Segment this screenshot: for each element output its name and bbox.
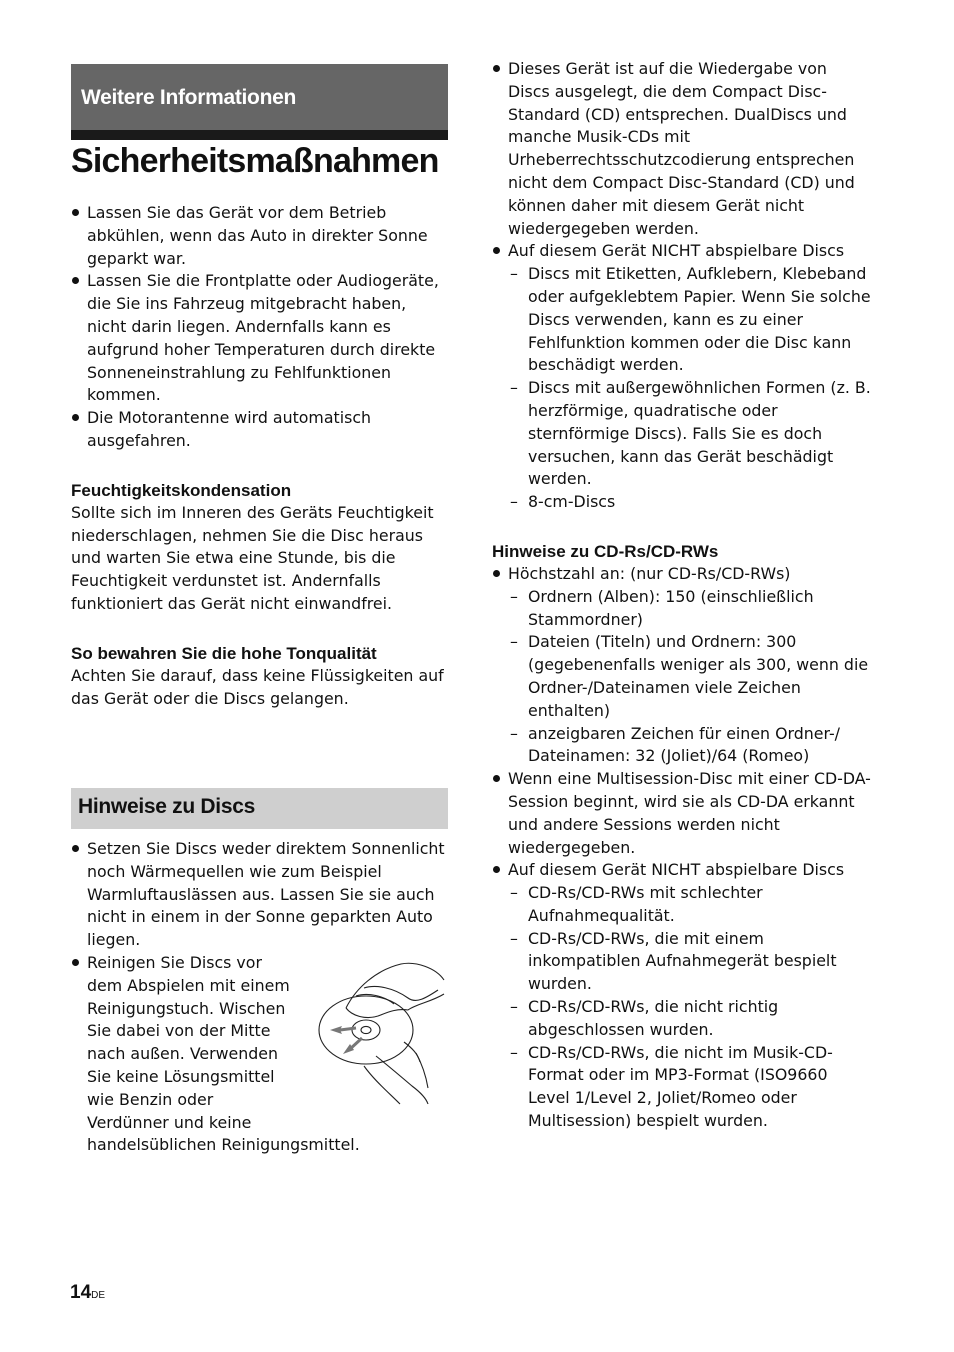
sub-list-item: – CD-Rs/CD-RWs, die nicht richtig abgeschlossen wurden. bbox=[508, 996, 872, 1042]
page-number bbox=[70, 1282, 105, 1304]
condensation-heading: Feuchtigkeitskondensation bbox=[71, 480, 292, 500]
page-title: Sicherheitsmaßnahmen bbox=[71, 142, 439, 180]
sub-list-item: – Discs mit Etiketten, Aufklebern, Klebeband oder aufgeklebtem Papier. Wenn Sie solche Discs verwenden, kann es zu einer Fehlfunktion kommen oder die Disc kann beschädigt werden. bbox=[508, 263, 872, 377]
cleaning-line: handelsüblichen Reinigungsmittel. bbox=[87, 1135, 360, 1155]
condensation-text: Sollte sich im Inneren des Geräts Feuchtigkeit niederschlagen, nehmen Sie die Disc heraus und warten Sie etwa eine Stunde, bis die Feuchtigkeit verdunstet ist. Andernfalls funktioniert das Gerät nicht einwandfrei. bbox=[71, 502, 434, 613]
list-item: Die Motorantenne wird automatisch ausgefahren. bbox=[71, 407, 448, 453]
cdr-list bbox=[492, 563, 872, 1133]
sub-list bbox=[508, 263, 872, 514]
quality-text: Achten Sie darauf, dass keine Flüssigkeiten auf das Gerät oder die Discs gelangen. bbox=[71, 665, 444, 708]
cleaning-line: Reinigungstuch. Wischen bbox=[87, 998, 286, 1018]
sub-list-item: – Dateien (Titeln) und Ordnern: 300 (gegebenenfalls weniger als 300, wenn die Ordner-/Dateinamen viele Zeichen enthalten) bbox=[508, 631, 872, 722]
cleaning-line: Reinigen Sie Discs vor bbox=[87, 952, 262, 972]
sub-list bbox=[508, 586, 872, 768]
list-item bbox=[492, 563, 872, 768]
discs-heading: Hinweise zu Discs bbox=[78, 795, 255, 818]
safety-list bbox=[71, 202, 448, 453]
list-item: Wenn eine Multisession-Disc mit einer CD-DA-Session beginnt, wird sie als CD-DA erkannt und andere Sessions werden nicht wiedergegeben. bbox=[492, 768, 872, 859]
disc-compat-list bbox=[492, 58, 872, 514]
page-language: DE bbox=[91, 1290, 106, 1301]
sub-list-item: – Discs mit außergewöhnlichen Formen (z. B. herzförmige, quadratische oder sternförmige Discs). Falls Sie es doch versuchen, kann das Gerät beschädigt werden. bbox=[508, 377, 872, 491]
disc-cleaning-illustration bbox=[316, 958, 448, 1108]
sub-list-item: – CD-Rs/CD-RWs, die nicht im Musik-CD-Format oder im MP3-Format (ISO9660 Level 1/Level 2, Joliet/Romeo oder Multisession) bespielt wurden. bbox=[508, 1042, 872, 1133]
cleaning-line: dem Abspielen mit einem bbox=[87, 975, 290, 995]
quality-heading: So bewahren Sie die hohe Tonqualität bbox=[71, 643, 377, 663]
cdr-heading: Hinweise zu CD-Rs/CD-RWs bbox=[492, 541, 719, 561]
list-item: Lassen Sie das Gerät vor dem Betrieb abkühlen, wenn das Auto in direkter Sonne geparkt war. bbox=[71, 202, 448, 270]
list-item-text: Auf diesem Gerät NICHT abspielbare Discs bbox=[508, 860, 845, 880]
list-item: Dieses Gerät ist auf die Wiedergabe von Discs ausgelegt, die dem Compact Disc-Standard (CD) entsprechen. DualDiscs und manche Musik-CDs mit Urheberrechtsschutzcodierung entsprechen nicht dem Compact Disc-Standard (CD) und können daher mit diesem Gerät nicht wiedergegeben werden. bbox=[492, 58, 872, 240]
discs-heading-bar bbox=[71, 788, 448, 829]
list-item: Lassen Sie die Frontplatte oder Audiogeräte, die Sie ins Fahrzeug mitgebracht haben, nicht darin liegen. Andernfalls kann es aufgrund hoher Temperaturen durch direkte Sonneneinstrahlung zu Fehlfunktionen kommen. bbox=[71, 270, 448, 407]
sub-list-item: – CD-Rs/CD-RWs, die mit einem inkompatiblen Aufnahmegerät bespielt wurden. bbox=[508, 928, 872, 996]
cleaning-line: wie Benzin oder bbox=[87, 1089, 214, 1109]
sub-list-item: – Ordnern (Alben): 150 (einschließlich Stammordner) bbox=[508, 586, 872, 632]
left-column bbox=[71, 202, 448, 710]
cleaning-line: nach außen. Verwenden bbox=[87, 1044, 279, 1064]
sub-list-item: – anzeigbaren Zeichen für einen Ordner-/ Dateinamen: 32 (Joliet)/64 (Romeo) bbox=[508, 723, 872, 769]
cleaning-line: Verdünner und keine bbox=[87, 1112, 252, 1132]
list-item bbox=[492, 859, 872, 1133]
sub-list-item: – 8-cm-Discs bbox=[508, 491, 872, 514]
section-banner-label: Weitere Informationen bbox=[81, 86, 297, 109]
sub-list bbox=[508, 882, 872, 1133]
cleaning-line: Sie keine Lösungsmittel bbox=[87, 1066, 275, 1086]
list-item-text: Höchstzahl an: (nur CD-Rs/CD-RWs) bbox=[508, 563, 791, 583]
right-column bbox=[492, 58, 872, 1133]
cleaning-line: Sie dabei von der Mitte bbox=[87, 1021, 271, 1041]
list-item bbox=[492, 240, 872, 514]
banner-rule bbox=[71, 130, 448, 140]
list-item: Setzen Sie Discs weder direktem Sonnenlicht noch Wärmequellen wie zum Beispiel Warmluftauslässen aus. Lassen Sie sie auch nicht in einem in der Sonne geparkten Auto liegen. bbox=[71, 838, 448, 952]
section-banner bbox=[71, 64, 448, 130]
list-item-text: Auf diesem Gerät NICHT abspielbare Discs bbox=[508, 241, 845, 261]
sub-list-item: – CD-Rs/CD-RWs mit schlechter Aufnahmequalität. bbox=[508, 882, 872, 928]
page-number-value: 14 bbox=[70, 1282, 92, 1303]
